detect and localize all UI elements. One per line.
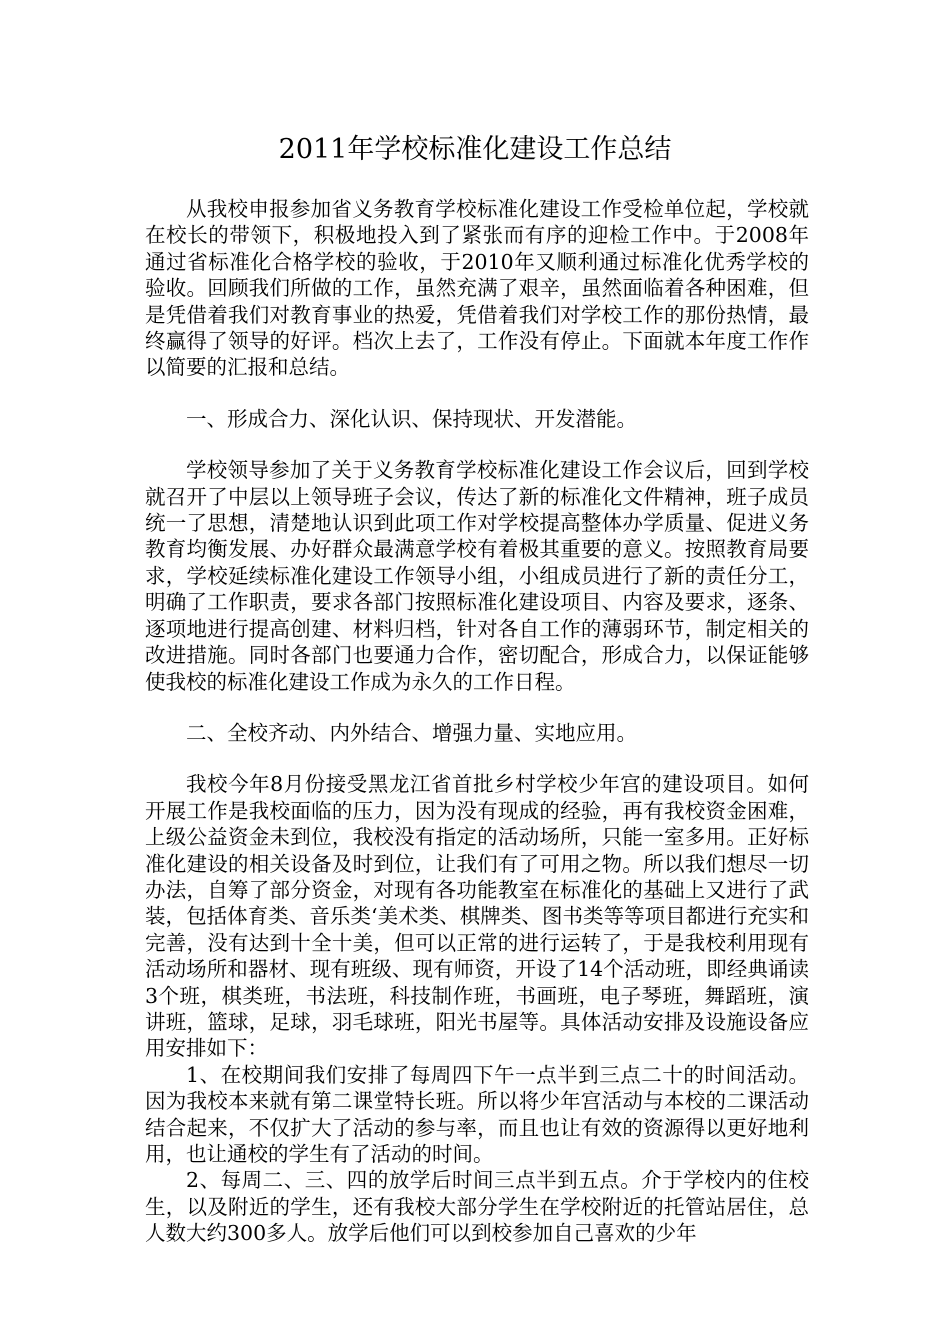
paragraph-section-1: 学校领导参加了关于义务教育学校标准化建设工作会议后，回到学校就召开了中层以上领导班子会议，传达了新的标准化文件精神，班子成员统一了思想，清楚地认识到此项工作对学校提高整体办学质量、促进义务教育均衡发展、办好群众最满意学校有着极其重要的意义。按照教育局要求，学校延续标准化建设工作领导小组，小组成员进行了新的责任分工，明确了工作职责，要求各部门按照标准化建设项目、内容及要求，逐条、逐项地进行提高创建、材料归档，针对各自工作的薄弱环节，制定相关的改进措施。同时各部门也要通力合作，密切配合，形成合力，以保证能够使我校的标准化建设工作成为永久的工作日程。 — [145, 458, 809, 694]
document-title: 2011年学校标准化建设工作总结 — [278, 134, 672, 165]
paragraph-section-2: 我校今年8月份接受黑龙江省首批乡村学校少年宫的建设项目。如何开展工作是我校面临的压力，因为没有现成的经验，再有我校资金困难，上级公益资金未到位，我校没有指定的活动场所，只能一室多用。正好标准化建设的相关设备及时到位，让我们有了可用之物。所以我们想尽一切办法，自筹了部分资金，对现有各功能教室在标准化的基础上又进行了武装，包括体育类、音乐类‘美术类、棋牌类、图书类等等项目都进行充实和完善，没有达到十全十美，但可以正常的进行运转了，于是我校利用现有活动场所和器材、现有班级、现有师资，开设了14个活动班，即经典诵读3个班，棋类班，书法班，科技制作班，书画班，电子琴班，舞蹈班，演讲班，篮球，足球，羽毛球班，阳光书屋等。具体活动安排及设施设备应用安排如下： — [145, 772, 809, 1061]
paragraph-intro: 从我校申报参加省义务教育学校标准化建设工作受检单位起，学校就在校长的带领下，积极地投入到了紧张而有序的迎检工作中。于2008年通过省标准化合格学校的验收，于2010年又顺利通过标准化优秀学校的验收。回顾我们所做的工作，虽然充满了艰辛，虽然面临着各种困难，但是凭借着我们对教育事业的热爱，凭借着我们对学校工作的那份热情，最终赢得了领导的好评。档次上去了，工作没有停止。下面就本年度工作作以简要的汇报和总结。 — [145, 197, 809, 380]
section-heading-1: 一、形成合力、深化认识、保持现状、开发潜能。 — [186, 406, 637, 431]
section-heading-2: 二、全校齐动、内外结合、增强力量、实地应用。 — [186, 720, 637, 745]
document-body — [145, 196, 809, 1247]
paragraph-item-1: 1、在校期间我们安排了每周四下午一点半到三点二十的时间活动。因为我校本来就有第二课堂特长班。所以将少年宫活动与本校的二课活动结合起来，不仅扩大了活动的参与率，而且也让有效的资源得以更好地利用，也让通校的学生有了活动的时间。 — [145, 1062, 809, 1166]
paragraph-item-2: 2、每周二、三、四的放学后时间三点半到五点。介于学校内的住校生，以及附近的学生，还有我校大部分学生在学校附近的托管站居住，总人数大约300多人。放学后他们可以到校参加自己喜欢的少年 — [145, 1168, 809, 1246]
